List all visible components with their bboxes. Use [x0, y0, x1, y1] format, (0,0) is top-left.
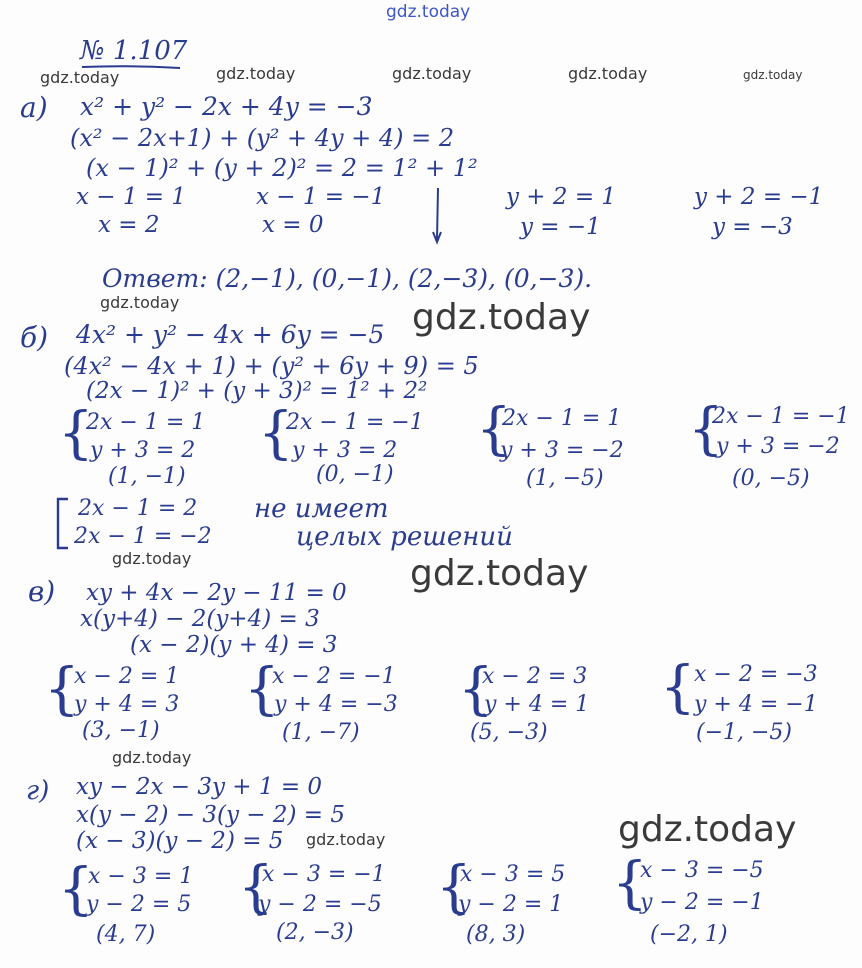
aggregate-bracket — [52, 496, 72, 552]
part-a-answer: Ответ: (2,−1), (0,−1), (2,−3), (0,−3). — [102, 264, 593, 293]
exercise-underline — [80, 64, 184, 70]
part-v-sys1-eq2: y + 4 = 3 — [74, 692, 180, 717]
part-v-sys3-result: (5, −3) — [470, 720, 548, 745]
part-g-sys2-eq1: x − 3 = −1 — [262, 862, 386, 887]
system-brace: { — [244, 657, 280, 722]
watermark: gdz.today — [112, 748, 192, 767]
part-b-label: б) — [20, 321, 49, 354]
part-b-sys3-eq2: y + 3 = −2 — [500, 438, 624, 463]
part-b-note-line1: не имеет — [254, 494, 389, 524]
part-g-sys3-result: (8, 3) — [466, 922, 526, 947]
part-b-sys2-result: (0, −1) — [316, 462, 394, 487]
exercise-number: № 1.107 — [80, 36, 188, 66]
part-g-sys2-eq2: y − 2 = −5 — [258, 892, 382, 917]
part-v-sys4-eq1: x − 2 = −3 — [694, 662, 818, 687]
part-b-sys4-result: (0, −5) — [732, 466, 810, 491]
watermark-large: gdz.today — [410, 553, 589, 594]
part-a-line2: (x² − 2x+1) + (y² + 4y + 4) = 2 — [70, 124, 455, 152]
part-g-sys3-eq2: y − 2 = 1 — [458, 892, 564, 917]
part-a-case2-eq: x − 1 = −1 — [256, 184, 386, 210]
part-g-sys1-result: (4, 7) — [96, 922, 156, 947]
part-b-sys2-eq1: 2x − 1 = −1 — [286, 410, 424, 435]
part-v-sys1-result: (3, −1) — [82, 718, 160, 743]
part-v-sys1-eq1: x − 2 = 1 — [74, 664, 180, 689]
part-v-sys3-eq1: x − 2 = 3 — [482, 664, 588, 689]
part-v-sys4-eq2: y + 4 = −1 — [694, 692, 818, 717]
part-g-sys1-eq1: x − 3 = 1 — [88, 864, 194, 889]
part-g-sys1-eq2: y − 2 = 5 — [86, 892, 192, 917]
part-b-line1: 4x² + y² − 4x + 6y = −5 — [76, 320, 385, 349]
system-brace: { — [436, 855, 472, 920]
part-a-case3-eq: y + 2 = 1 — [506, 184, 617, 210]
part-a-divider-arrow — [428, 186, 446, 248]
part-v-label: в) — [28, 575, 56, 608]
system-brace: { — [58, 401, 94, 466]
part-g-line3: (x − 3)(y − 2) = 5 — [76, 828, 284, 854]
watermark: gdz.today — [306, 830, 386, 849]
part-v-sys3-eq2: y + 4 = 1 — [484, 692, 590, 717]
part-b-sys3-eq1: 2x − 1 = 1 — [502, 406, 622, 431]
part-a-case2-res: x = 0 — [262, 212, 324, 238]
part-g-sys4-eq1: x − 3 = −5 — [640, 858, 764, 883]
part-b-agg-eq1: 2x − 1 = 2 — [78, 496, 198, 521]
part-g-line2: x(y − 2) − 3(y − 2) = 5 — [76, 802, 345, 828]
part-g-sys4-eq2: y − 2 = −1 — [640, 890, 764, 915]
watermark: gdz.today — [743, 68, 803, 82]
part-a-case3-res: y = −1 — [520, 214, 601, 240]
part-v-line2: x(y+4) − 2(y+4) = 3 — [80, 606, 320, 632]
system-brace: { — [238, 855, 274, 920]
system-brace: { — [612, 851, 648, 916]
watermark: gdz.today — [100, 293, 180, 312]
watermark: gdz.today — [40, 68, 120, 87]
watermark: gdz.today — [568, 64, 648, 83]
part-b-sys1-result: (1, −1) — [108, 464, 186, 489]
system-brace: { — [258, 401, 294, 466]
watermark: gdz.today — [112, 549, 192, 568]
part-b-sys1-eq2: y + 3 = 2 — [90, 438, 196, 463]
part-v-line1: xy + 4x − 2y − 11 = 0 — [86, 580, 347, 606]
part-b-sys1-eq1: 2x − 1 = 1 — [86, 410, 206, 435]
part-v-sys4-result: (−1, −5) — [696, 720, 793, 745]
watermark-large: gdz.today — [412, 297, 591, 338]
part-b-sys2-eq2: y + 3 = 2 — [292, 438, 398, 463]
part-b-agg-eq2: 2x − 1 = −2 — [74, 524, 212, 549]
part-b-note-line2: целых решений — [296, 522, 513, 552]
system-brace: { — [688, 397, 724, 462]
part-a-case1-res: x = 2 — [98, 212, 160, 238]
part-b-sys4-eq1: 2x − 1 = −1 — [712, 404, 850, 429]
part-g-sys3-eq1: x − 3 = 5 — [460, 862, 566, 887]
system-brace: { — [58, 857, 94, 922]
part-g-sys4-result: (−2, 1) — [650, 922, 728, 947]
part-a-case1-eq: x − 1 = 1 — [76, 184, 187, 210]
system-brace: { — [660, 655, 696, 720]
system-brace: { — [44, 657, 80, 722]
part-a-line3: (x − 1)² + (y + 2)² = 2 = 1² + 1² — [86, 154, 478, 182]
part-a-line1: x² + y² − 2x + 4y = −3 — [80, 92, 373, 121]
part-g-label: г) — [26, 776, 50, 806]
part-g-sys2-result: (2, −3) — [276, 920, 354, 945]
part-b-line2: (4x² − 4x + 1) + (y² + 6y + 9) = 5 — [64, 352, 479, 380]
part-a-label: а) — [20, 91, 48, 124]
watermark-large: gdz.today — [618, 809, 797, 850]
watermark: gdz.today — [216, 64, 296, 83]
part-v-sys2-eq2: y + 4 = −3 — [274, 692, 398, 717]
watermark-top: gdz.today — [386, 2, 471, 22]
part-b-sys4-eq2: y + 3 = −2 — [716, 434, 840, 459]
part-g-line1: xy − 2x − 3y + 1 = 0 — [76, 774, 323, 800]
watermark: gdz.today — [392, 64, 472, 83]
part-v-line3: (x − 2)(y + 4) = 3 — [130, 632, 338, 658]
part-a-case4-res: y = −3 — [712, 214, 793, 240]
system-brace: { — [476, 397, 512, 462]
part-v-sys2-result: (1, −7) — [282, 720, 360, 745]
part-v-sys2-eq1: x − 2 = −1 — [272, 664, 396, 689]
part-b-line3: (2x − 1)² + (y + 3)² = 1² + 2² — [86, 378, 428, 404]
system-brace: { — [458, 657, 494, 722]
part-b-sys3-result: (1, −5) — [526, 466, 604, 491]
part-a-case4-eq: y + 2 = −1 — [694, 184, 824, 210]
